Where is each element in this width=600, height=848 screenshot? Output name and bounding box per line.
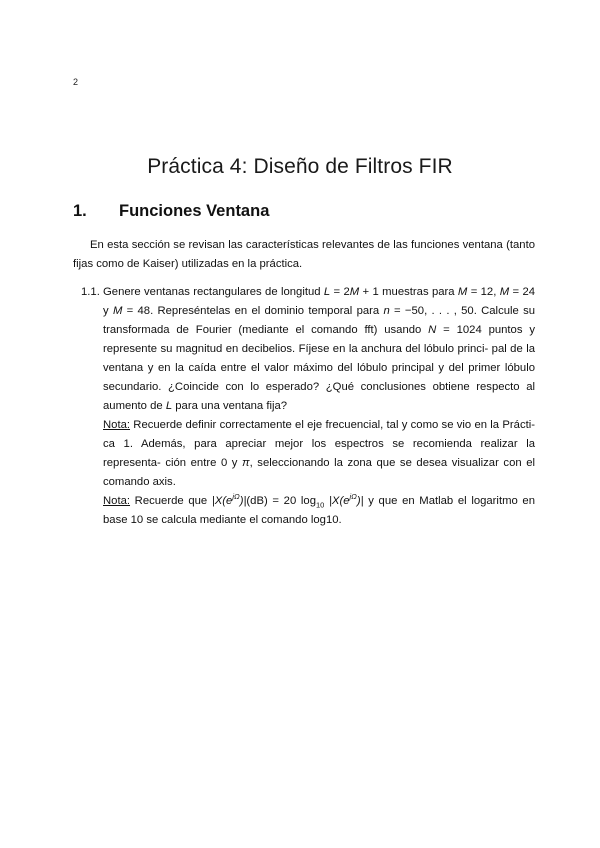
text-run: Recuerde definir correctamente el eje frecuencial, tal y como se vio en la Prácti- ca 1. Además, para apreciar mejor los espectros se recomienda realizar la representa- ción entre 0 y bbox=[103, 419, 535, 469]
math-pi: π bbox=[242, 457, 250, 469]
text-run: |X(e bbox=[324, 495, 350, 507]
text-run: = 24 y bbox=[103, 286, 536, 317]
text-run: = 48. Represéntelas en el dominio temporal para bbox=[122, 305, 384, 317]
text-run: Recuerde que bbox=[130, 495, 212, 507]
exponent: jΩ bbox=[349, 492, 357, 502]
exercise-number: 1.1. bbox=[81, 286, 100, 298]
note-label: Nota: bbox=[103, 495, 131, 507]
exponent: jΩ bbox=[232, 492, 240, 502]
exercise-statement bbox=[103, 283, 535, 416]
text-run: = 12, bbox=[467, 286, 500, 298]
math-var-N: N bbox=[428, 324, 437, 336]
note-axis bbox=[103, 416, 535, 492]
text-run: )| bbox=[356, 495, 364, 507]
text-run: = 2 bbox=[330, 286, 350, 298]
text-run: Genere ventanas rectangulares de longitud bbox=[103, 286, 324, 298]
section-title: Funciones Ventana bbox=[119, 202, 270, 220]
text-run: = 1024 puntos y represente su magnitud en decibelios. Fíjese en la anchura del lóbulo princi- pal de la ventana y en la caída entre el valor máximo del lóbulo principal y del primer lóbulo secundario. ¿Coincide con lo esperado? ¿Qué conclusiones obtiene respecto al aumento de bbox=[103, 324, 535, 412]
text-run: )| bbox=[239, 495, 247, 507]
exercise-item bbox=[81, 283, 535, 530]
text-run: (dB) = 20 log bbox=[246, 495, 316, 507]
math-var-M: M bbox=[457, 286, 468, 298]
math-var-M: M bbox=[349, 286, 360, 298]
math-var-n: n bbox=[383, 305, 390, 317]
document-title: Práctica 4: Diseño de Filtros FIR bbox=[147, 155, 453, 178]
text-run: + 1 muestras para bbox=[359, 286, 458, 298]
page-number: 2 bbox=[73, 77, 79, 87]
note-decibel-formula bbox=[103, 492, 535, 530]
math-var-M: M bbox=[499, 286, 510, 298]
section-intro-paragraph: En esta sección se revisan las características relevantes de las funciones ventana (tanto fijas como de Kaiser) utilizadas en la práctica. bbox=[73, 239, 535, 270]
text-run: para una ventana fija? bbox=[172, 400, 288, 412]
math-var-M: M bbox=[112, 305, 123, 317]
formula-magnitude-rhs bbox=[324, 492, 364, 507]
formula-magnitude-lhs bbox=[211, 492, 247, 507]
text-run: y que en Matlab el logaritmo en base 10 se calcula mediante el comando log10. bbox=[103, 495, 536, 526]
math-var-L: L bbox=[165, 400, 173, 412]
text-run: , seleccionando la zona que se desea visualizar con el comando axis. bbox=[103, 457, 535, 488]
section-number: 1. bbox=[73, 202, 87, 220]
math-var-L: L bbox=[323, 286, 331, 298]
text-run: |X(e bbox=[211, 495, 233, 507]
exercise-body bbox=[103, 283, 535, 530]
section-heading bbox=[73, 202, 269, 221]
note-label: Nota: bbox=[103, 419, 131, 431]
text-run: = −50, . . . , 50. Calcule su transformada de Fourier (mediante el comando fft) usando bbox=[103, 305, 535, 336]
log-base-subscript: 10 bbox=[315, 500, 325, 510]
